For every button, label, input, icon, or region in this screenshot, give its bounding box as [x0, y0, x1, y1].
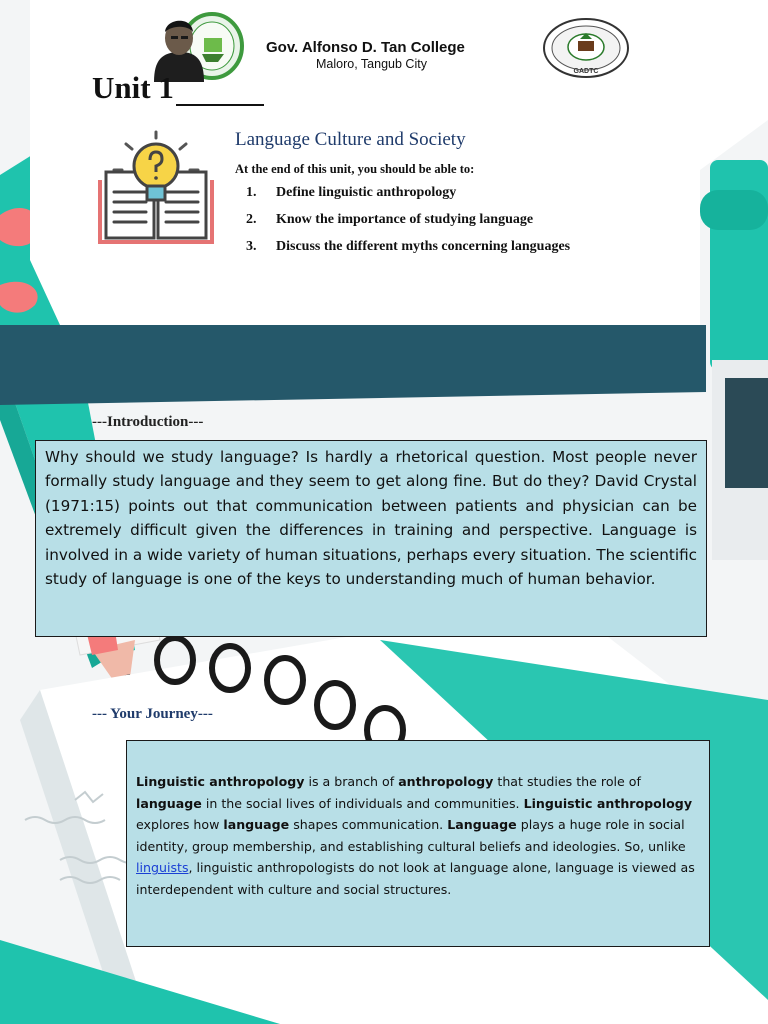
objective-text: Know the importance of studying language	[276, 212, 534, 227]
journey-text: in the social lives of individuals and communities.	[201, 795, 524, 811]
objective-text: Define linguistic anthropology	[276, 185, 457, 200]
college-seal-logo	[542, 17, 630, 79]
objective-text: Discuss the different myths concerning languages	[276, 239, 571, 254]
journey-text-bold: Linguistic anthropology	[523, 795, 693, 811]
introduction-heading: ---Introduction---	[92, 414, 204, 430]
journey-box	[126, 740, 710, 947]
journey-text: plays a huge role in social identity, group membership, and establishing cultural beliefs and ideologies. So, unlike	[136, 817, 686, 854]
objectives-list	[238, 182, 570, 263]
journey-heading: --- Your Journey---	[92, 706, 213, 722]
college-address: Maloro, Tangub City	[316, 57, 427, 71]
objective-item	[238, 236, 570, 263]
objectives-intro: At the end of this unit, you should be able to:	[235, 162, 475, 176]
unit-title-blank-line	[176, 78, 264, 106]
journey-text-bold: language	[223, 817, 290, 833]
svg-text:GADTC: GADTC	[573, 68, 599, 75]
journey-text-bold: Linguistic anthropology	[136, 774, 305, 789]
college-name: Gov. Alfonso D. Tan College	[266, 39, 465, 56]
objective-number: 2.	[246, 212, 257, 227]
objective-number: 1.	[246, 185, 257, 200]
journey-text-bold: anthropology	[398, 774, 494, 789]
journey-text: explores how	[136, 817, 224, 833]
introduction-box	[35, 440, 707, 637]
objective-item	[238, 182, 570, 209]
unit-title	[92, 70, 264, 106]
journey-text: that studies the role of	[493, 774, 641, 789]
journey-text: shapes communication.	[289, 817, 448, 833]
journey-text: is a branch of	[304, 774, 399, 789]
journey-text-bold: Language	[447, 817, 517, 833]
objective-number: 3.	[246, 239, 257, 254]
lightbulb-book-icon	[94, 130, 218, 244]
module-title: Language Culture and Society	[235, 129, 466, 150]
unit-title-text: Unit 1	[92, 70, 174, 105]
journey-text: , linguistic anthropologists do not look at language alone, language is viewed as interdependent with culture and social structures.	[136, 860, 695, 897]
objective-item	[238, 209, 570, 236]
linguists-link[interactable]: linguists	[136, 860, 189, 876]
introduction-body: Why should we study language? Is hardly a rhetorical question. Most people never formally study language and they seem to get along fine. But do they? David Crystal (1971:15) points out that communication between patients and physician can be extremely difficult given the differences in training and perspective. Language is involved in a wide variety of human situations, perhaps every situation. The scientific study of language is one of the keys to understanding much of human behavior.	[45, 448, 697, 589]
journey-text-bold: language	[136, 795, 202, 811]
